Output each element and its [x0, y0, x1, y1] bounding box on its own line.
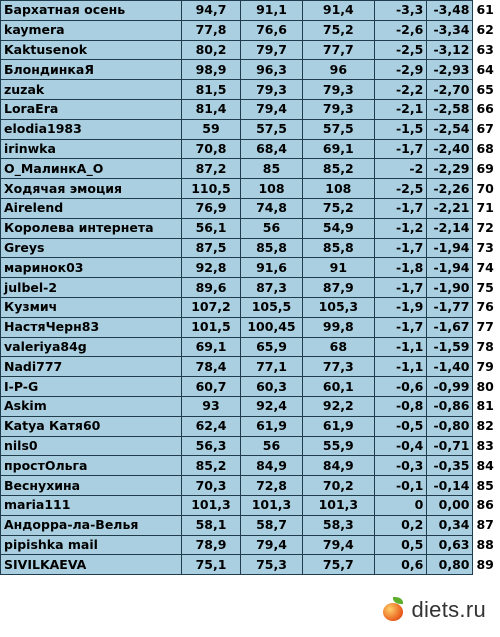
percent-change-cell: -1,67: [427, 317, 473, 337]
percent-change-cell: -2,54: [427, 119, 473, 139]
difference-cell: -1,7: [374, 317, 426, 337]
name-cell: О_МалинкА_О: [1, 159, 182, 179]
rank-cell: 80: [473, 377, 500, 397]
table-row: [1, 99, 500, 119]
percent-change-cell: -2,21: [427, 198, 473, 218]
weight-3-cell: 79,4: [302, 535, 374, 555]
name-cell: простОльга: [1, 456, 182, 476]
weight-3-cell: 69,1: [302, 139, 374, 159]
percent-change-cell: -2,93: [427, 60, 473, 80]
weight-2-cell: 85,8: [241, 238, 302, 258]
weight-1-cell: 70,8: [181, 139, 241, 159]
weight-3-cell: 101,3: [302, 495, 374, 515]
difference-cell: -1,1: [374, 357, 426, 377]
difference-cell: -1,5: [374, 119, 426, 139]
weight-1-cell: 62,4: [181, 416, 241, 436]
weight-2-cell: 58,7: [241, 515, 302, 535]
table-row: [1, 278, 500, 298]
rank-cell: 77: [473, 317, 500, 337]
weight-3-cell: 79,3: [302, 99, 374, 119]
name-cell: julbel-2: [1, 278, 182, 298]
table-row: [1, 396, 500, 416]
percent-change-cell: -1,59: [427, 337, 473, 357]
difference-cell: 0,5: [374, 535, 426, 555]
difference-cell: -0,5: [374, 416, 426, 436]
weight-3-cell: 57,5: [302, 119, 374, 139]
rank-cell: 86: [473, 495, 500, 515]
weight-3-cell: 99,8: [302, 317, 374, 337]
weight-3-cell: 60,1: [302, 377, 374, 397]
weight-3-cell: 91,4: [302, 1, 374, 21]
rank-cell: 70: [473, 179, 500, 199]
difference-cell: -0,4: [374, 436, 426, 456]
percent-change-cell: -0,80: [427, 416, 473, 436]
weight-3-cell: 79,3: [302, 80, 374, 100]
table-row: [1, 515, 500, 535]
weight-3-cell: 91: [302, 258, 374, 278]
name-cell: irinwka: [1, 139, 182, 159]
difference-cell: 0: [374, 495, 426, 515]
rank-cell: 89: [473, 555, 500, 575]
table-row: [1, 456, 500, 476]
name-cell: Андорра-ла-Велья: [1, 515, 182, 535]
table-row: [1, 555, 500, 575]
weight-3-cell: 70,2: [302, 476, 374, 496]
rank-cell: 85: [473, 476, 500, 496]
percent-change-cell: 0,63: [427, 535, 473, 555]
table-row: [1, 218, 500, 238]
weight-1-cell: 92,8: [181, 258, 241, 278]
weight-1-cell: 87,2: [181, 159, 241, 179]
rank-cell: 81: [473, 396, 500, 416]
rank-cell: 72: [473, 218, 500, 238]
name-cell: kaymera: [1, 20, 182, 40]
name-cell: elodia1983: [1, 119, 182, 139]
rank-cell: 61: [473, 1, 500, 21]
weight-2-cell: 84,9: [241, 456, 302, 476]
percent-change-cell: -1,90: [427, 278, 473, 298]
difference-cell: -0,8: [374, 396, 426, 416]
rank-cell: 76: [473, 297, 500, 317]
difference-cell: -1,7: [374, 238, 426, 258]
table-row: [1, 317, 500, 337]
name-cell: Kaktusenok: [1, 40, 182, 60]
name-cell: LoraEra: [1, 99, 182, 119]
weight-2-cell: 79,3: [241, 80, 302, 100]
name-cell: zuzak: [1, 80, 182, 100]
percent-change-cell: -0,99: [427, 377, 473, 397]
table-row: [1, 139, 500, 159]
difference-cell: 0,2: [374, 515, 426, 535]
weight-1-cell: 59: [181, 119, 241, 139]
difference-cell: -3,3: [374, 1, 426, 21]
rank-cell: 74: [473, 258, 500, 278]
rank-cell: 84: [473, 456, 500, 476]
table-row: [1, 495, 500, 515]
weight-3-cell: 92,2: [302, 396, 374, 416]
weight-2-cell: 91,6: [241, 258, 302, 278]
percent-change-cell: -0,35: [427, 456, 473, 476]
name-cell: Greys: [1, 238, 182, 258]
difference-cell: -1,1: [374, 337, 426, 357]
weight-1-cell: 110,5: [181, 179, 241, 199]
table-row: [1, 337, 500, 357]
weight-3-cell: 68: [302, 337, 374, 357]
name-cell: Askim: [1, 396, 182, 416]
rank-cell: 65: [473, 80, 500, 100]
percent-change-cell: -2,29: [427, 159, 473, 179]
weight-1-cell: 81,5: [181, 80, 241, 100]
table-row: [1, 80, 500, 100]
percent-change-cell: 0,00: [427, 495, 473, 515]
weight-2-cell: 56: [241, 436, 302, 456]
difference-cell: -2,9: [374, 60, 426, 80]
table-row: [1, 40, 500, 60]
rank-cell: 63: [473, 40, 500, 60]
weight-3-cell: 61,9: [302, 416, 374, 436]
name-cell: НастяЧерн83: [1, 317, 182, 337]
name-cell: maria111: [1, 495, 182, 515]
difference-cell: -2: [374, 159, 426, 179]
percent-change-cell: -0,71: [427, 436, 473, 456]
percent-change-cell: -0,14: [427, 476, 473, 496]
rank-cell: 87: [473, 515, 500, 535]
weight-2-cell: 68,4: [241, 139, 302, 159]
weight-2-cell: 96,3: [241, 60, 302, 80]
name-cell: pipishka mail: [1, 535, 182, 555]
weight-1-cell: 101,3: [181, 495, 241, 515]
table-row: [1, 416, 500, 436]
name-cell: Katya Катя60: [1, 416, 182, 436]
name-cell: Бархатная осень: [1, 1, 182, 21]
weight-2-cell: 77,1: [241, 357, 302, 377]
weight-3-cell: 58,3: [302, 515, 374, 535]
weight-2-cell: 74,8: [241, 198, 302, 218]
weight-2-cell: 108: [241, 179, 302, 199]
percent-change-cell: 0,34: [427, 515, 473, 535]
difference-cell: -1,8: [374, 258, 426, 278]
rank-cell: 78: [473, 337, 500, 357]
table-row: [1, 476, 500, 496]
percent-change-cell: 0,80: [427, 555, 473, 575]
weight-1-cell: 60,7: [181, 377, 241, 397]
weight-1-cell: 77,8: [181, 20, 241, 40]
weight-1-cell: 70,3: [181, 476, 241, 496]
apple-icon: [381, 597, 407, 623]
percent-change-cell: -2,14: [427, 218, 473, 238]
weight-2-cell: 79,4: [241, 535, 302, 555]
weight-3-cell: 75,2: [302, 198, 374, 218]
weight-3-cell: 85,2: [302, 159, 374, 179]
weight-1-cell: 78,9: [181, 535, 241, 555]
table-row: [1, 535, 500, 555]
weight-1-cell: 75,1: [181, 555, 241, 575]
difference-cell: -2,5: [374, 179, 426, 199]
weight-2-cell: 65,9: [241, 337, 302, 357]
weight-2-cell: 101,3: [241, 495, 302, 515]
weight-3-cell: 77,7: [302, 40, 374, 60]
rank-cell: 69: [473, 159, 500, 179]
difference-cell: -1,9: [374, 297, 426, 317]
weight-1-cell: 80,2: [181, 40, 241, 60]
logo-text: diets.ru: [411, 597, 486, 622]
weight-3-cell: 54,9: [302, 218, 374, 238]
rank-cell: 82: [473, 416, 500, 436]
name-cell: I-P-G: [1, 377, 182, 397]
difference-cell: -1,2: [374, 218, 426, 238]
name-cell: Ходячая эмоция: [1, 179, 182, 199]
weight-3-cell: 84,9: [302, 456, 374, 476]
weight-2-cell: 57,5: [241, 119, 302, 139]
percent-change-cell: -1,40: [427, 357, 473, 377]
weight-1-cell: 78,4: [181, 357, 241, 377]
rank-cell: 83: [473, 436, 500, 456]
percent-change-cell: -1,94: [427, 238, 473, 258]
name-cell: Кузмич: [1, 297, 182, 317]
table-row: [1, 20, 500, 40]
weight-2-cell: 92,4: [241, 396, 302, 416]
weight-2-cell: 87,3: [241, 278, 302, 298]
difference-cell: -0,3: [374, 456, 426, 476]
weight-3-cell: 75,2: [302, 20, 374, 40]
table-row: [1, 258, 500, 278]
table-row: [1, 60, 500, 80]
weight-2-cell: 60,3: [241, 377, 302, 397]
rank-cell: 75: [473, 278, 500, 298]
difference-cell: -2,5: [374, 40, 426, 60]
name-cell: valeriya84g: [1, 337, 182, 357]
weight-2-cell: 85: [241, 159, 302, 179]
weight-3-cell: 108: [302, 179, 374, 199]
percent-change-cell: -3,12: [427, 40, 473, 60]
difference-cell: -1,7: [374, 278, 426, 298]
percent-change-cell: -1,94: [427, 258, 473, 278]
table-row: [1, 238, 500, 258]
weight-1-cell: 56,1: [181, 218, 241, 238]
rank-cell: 88: [473, 535, 500, 555]
weight-1-cell: 94,7: [181, 1, 241, 21]
weight-2-cell: 56: [241, 218, 302, 238]
name-cell: nils0: [1, 436, 182, 456]
name-cell: маринок03: [1, 258, 182, 278]
weight-1-cell: 58,1: [181, 515, 241, 535]
table-row: [1, 436, 500, 456]
weight-1-cell: 93: [181, 396, 241, 416]
weight-3-cell: 77,3: [302, 357, 374, 377]
table-row: [1, 297, 500, 317]
weight-1-cell: 76,9: [181, 198, 241, 218]
name-cell: Веснухина: [1, 476, 182, 496]
difference-cell: -2,2: [374, 80, 426, 100]
percent-change-cell: -3,48: [427, 1, 473, 21]
rank-cell: 66: [473, 99, 500, 119]
weight-1-cell: 89,6: [181, 278, 241, 298]
weight-2-cell: 76,6: [241, 20, 302, 40]
weight-1-cell: 98,9: [181, 60, 241, 80]
name-cell: Nadi777: [1, 357, 182, 377]
table-row: [1, 159, 500, 179]
percent-change-cell: -0,86: [427, 396, 473, 416]
weight-1-cell: 107,2: [181, 297, 241, 317]
weight-1-cell: 85,2: [181, 456, 241, 476]
weight-3-cell: 75,7: [302, 555, 374, 575]
table-row: [1, 377, 500, 397]
weight-3-cell: 55,9: [302, 436, 374, 456]
table-row: [1, 179, 500, 199]
weight-1-cell: 69,1: [181, 337, 241, 357]
weight-2-cell: 75,3: [241, 555, 302, 575]
weight-1-cell: 56,3: [181, 436, 241, 456]
table-row: [1, 357, 500, 377]
weight-3-cell: 85,8: [302, 238, 374, 258]
weight-3-cell: 87,9: [302, 278, 374, 298]
weight-3-cell: 96: [302, 60, 374, 80]
name-cell: БлондинкаЯ: [1, 60, 182, 80]
rank-cell: 71: [473, 198, 500, 218]
difference-cell: -2,1: [374, 99, 426, 119]
weight-2-cell: 72,8: [241, 476, 302, 496]
difference-cell: -0,1: [374, 476, 426, 496]
rank-cell: 68: [473, 139, 500, 159]
name-cell: Королева интернета: [1, 218, 182, 238]
name-cell: SIVILKAEVA: [1, 555, 182, 575]
weight-2-cell: 79,7: [241, 40, 302, 60]
percent-change-cell: -1,77: [427, 297, 473, 317]
percent-change-cell: -2,40: [427, 139, 473, 159]
weight-1-cell: 87,5: [181, 238, 241, 258]
rank-cell: 62: [473, 20, 500, 40]
weight-3-cell: 105,3: [302, 297, 374, 317]
weight-2-cell: 100,45: [241, 317, 302, 337]
table-row: [1, 198, 500, 218]
rank-cell: 64: [473, 60, 500, 80]
weight-1-cell: 81,4: [181, 99, 241, 119]
weight-2-cell: 61,9: [241, 416, 302, 436]
weight-2-cell: 91,1: [241, 1, 302, 21]
rank-cell: 79: [473, 357, 500, 377]
weight-2-cell: 105,5: [241, 297, 302, 317]
weight-1-cell: 101,5: [181, 317, 241, 337]
difference-cell: -1,7: [374, 198, 426, 218]
site-logo[interactable]: [381, 597, 486, 623]
percent-change-cell: -2,58: [427, 99, 473, 119]
table-row: [1, 1, 500, 21]
difference-cell: -2,6: [374, 20, 426, 40]
table-row: [1, 119, 500, 139]
results-table-body: [1, 1, 500, 575]
name-cell: Airelend: [1, 198, 182, 218]
percent-change-cell: -3,34: [427, 20, 473, 40]
percent-change-cell: -2,70: [427, 80, 473, 100]
difference-cell: -0,6: [374, 377, 426, 397]
weight-2-cell: 79,4: [241, 99, 302, 119]
rank-cell: 67: [473, 119, 500, 139]
difference-cell: 0,6: [374, 555, 426, 575]
rank-cell: 73: [473, 238, 500, 258]
difference-cell: -1,7: [374, 139, 426, 159]
percent-change-cell: -2,26: [427, 179, 473, 199]
